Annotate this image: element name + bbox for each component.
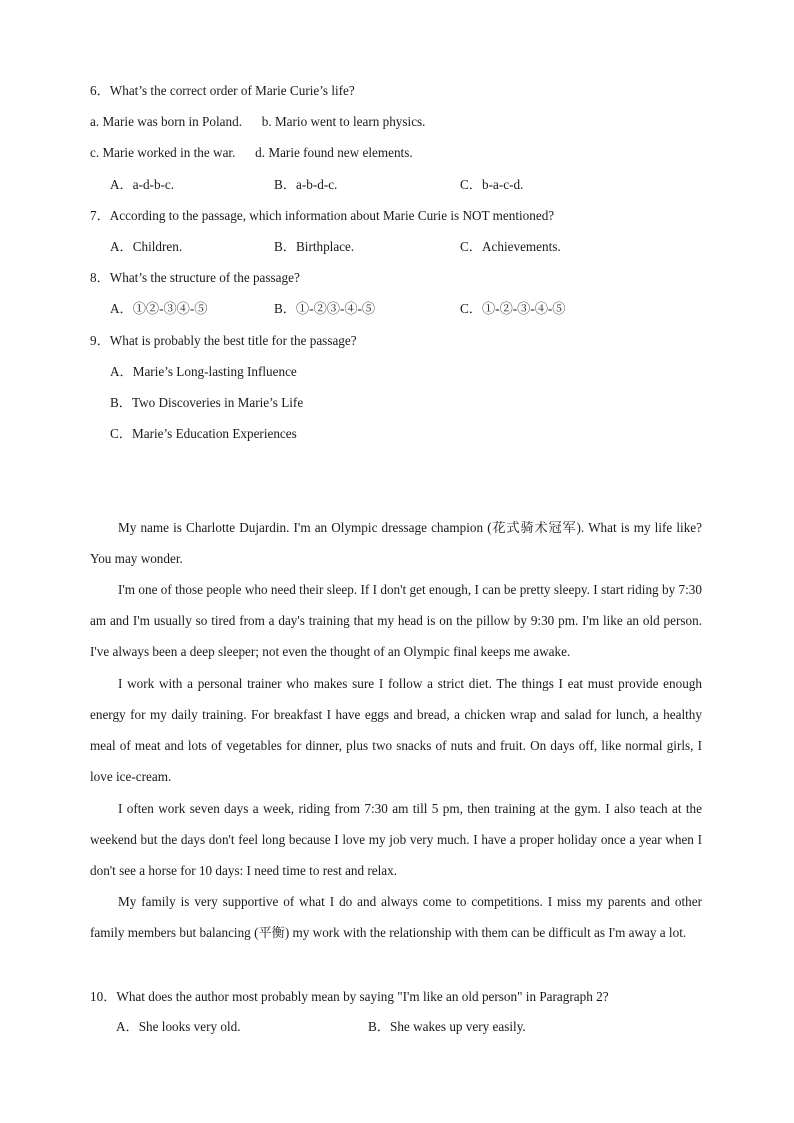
option-a: A．a-d-b-c.	[110, 177, 175, 192]
option-c: C．①-②-③-④-⑤	[460, 301, 566, 316]
option-b: B．a-b-d-c.	[274, 177, 338, 192]
question-text: What’s the structure of the passage?	[109, 270, 300, 285]
passage-paragraph-3: I work with a personal trainer who makes sure I follow a strict diet. The things I eat must provide enough energy for my daily training. For breakfast I have eggs and bread, a chicken wrap and salad for lunch, a healthy meal of meat and lots of vegetables for dinner, plus two snacks of nuts and fruit. On days off, like normal girls, I love ice-cream.	[90, 676, 702, 785]
passage-paragraph-1: My name is Charlotte Dujardin. I'm an Olympic dressage champion (花式骑术冠军). What is my life like? You may wonder.	[90, 520, 702, 567]
question-number: 8．	[90, 270, 110, 285]
question-text: What is probably the best title for the passage?	[109, 333, 357, 348]
option-c: C．b-a-c-d.	[460, 177, 524, 192]
question-number: 9．	[90, 333, 110, 348]
option-a: A．Marie’s Long-lasting Influence	[110, 364, 297, 379]
question-7	[90, 207, 554, 225]
statement-line: c. Marie worked in the war. d. Marie found new elements.	[90, 145, 413, 160]
question-text: What’s the correct order of Marie Curie’s life?	[109, 83, 355, 98]
question-6	[90, 82, 355, 100]
passage-paragraph-2: I'm one of those people who need their sleep. If I don't get enough, I can be pretty sleepy. I start riding by 7:30 am and I'm usually so tired from a day's training that my head is on the pillow by 9:30 pm. I'm like an old person. I've always been a deep sleeper; not even the thought of an Olympic final keeps me awake.	[90, 582, 702, 660]
question-text: According to the passage, which information about Marie Curie is NOT mentioned?	[109, 208, 555, 223]
statement-line: a. Marie was born in Poland. b. Mario went to learn physics.	[90, 114, 426, 129]
question-number: 7．	[90, 208, 110, 223]
passage-paragraph-4: I often work seven days a week, riding from 7:30 am till 5 pm, then training at the gym. I also teach at the weekend but the days don't feel long because I love my job very much. I have a proper holiday once a year when I don't see a horse for 10 days: I need time to rest and relax.	[90, 801, 702, 879]
question-number: 6．	[90, 83, 110, 98]
option-a: A．①②-③④-⑤	[110, 301, 208, 316]
question-8	[90, 269, 300, 287]
question-9	[90, 332, 357, 350]
question-10	[90, 988, 609, 1006]
passage-paragraph-5: My family is very supportive of what I do and always come to competitions. I miss my parents and other family members but balancing (平衡) my work with the relationship with them can be difficult as I'm away a lot.	[90, 894, 702, 941]
option-c: C．Achievements.	[460, 239, 561, 254]
option-a: A．Children.	[110, 239, 183, 254]
question-number: 10．	[90, 989, 117, 1004]
option-b: B．She wakes up very easily.	[368, 1019, 526, 1034]
option-c: C．Marie’s Education Experiences	[110, 426, 297, 441]
question-text: What does the author most probably mean by saying "I'm like an old person" in Paragraph 2?	[116, 989, 609, 1004]
option-a: A．She looks very old.	[116, 1019, 241, 1034]
option-b: B．Birthplace.	[274, 239, 355, 254]
option-b: B．Two Discoveries in Marie’s Life	[110, 395, 304, 410]
option-b: B．①-②③-④-⑤	[274, 301, 376, 316]
